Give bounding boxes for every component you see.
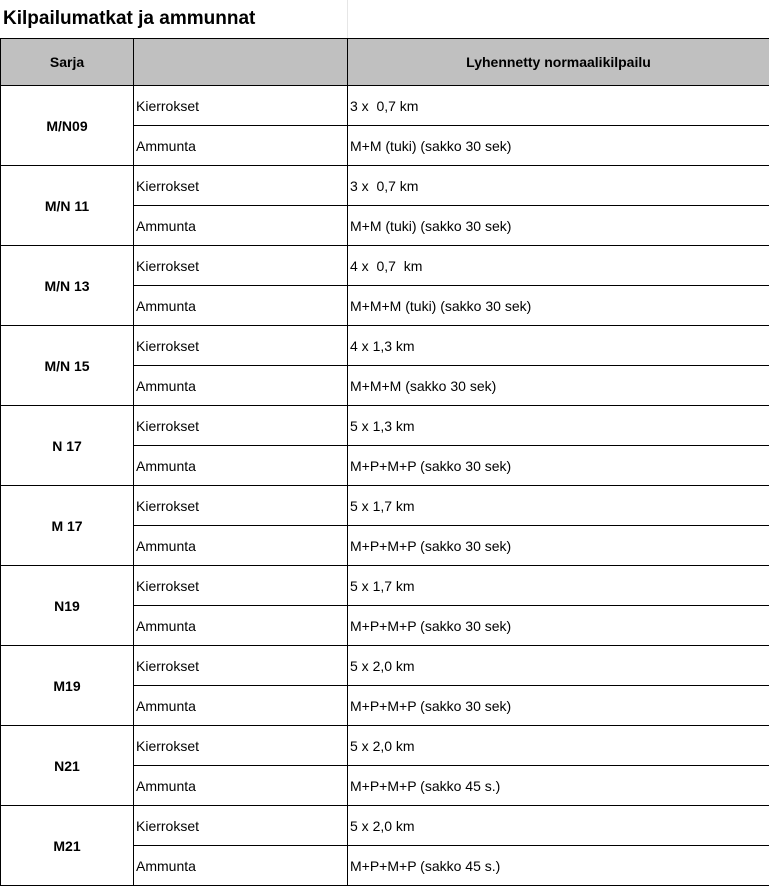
- row-value-cell: M+M+M (tuki) (sakko 30 sek): [348, 286, 769, 326]
- row-label-cell: Ammunta: [134, 846, 348, 886]
- row-value-cell: 4 x 0,7 km: [348, 246, 769, 286]
- row-value-cell: 5 x 2,0 km: [348, 646, 769, 686]
- row-label-cell: Kierrokset: [134, 806, 348, 846]
- row-value-cell: M+M (tuki) (sakko 30 sek): [348, 206, 769, 246]
- header-row: [1, 39, 769, 86]
- row-value-cell: 5 x 1,3 km: [348, 406, 769, 446]
- row-label-cell: Ammunta: [134, 766, 348, 806]
- table-row: [1, 326, 769, 366]
- row-value-cell: 5 x 1,7 km: [348, 566, 769, 606]
- row-value-cell: M+P+M+P (sakko 30 sek): [348, 526, 769, 566]
- header-series: Sarja: [1, 39, 134, 86]
- row-label-cell: Kierrokset: [134, 246, 348, 286]
- row-label-cell: Kierrokset: [134, 726, 348, 766]
- series-cell: M/N09: [1, 86, 134, 166]
- series-cell: N19: [1, 566, 134, 646]
- series-cell: M19: [1, 646, 134, 726]
- row-value-cell: 5 x 1,7 km: [348, 486, 769, 526]
- series-cell: N21: [1, 726, 134, 806]
- competition-table: [0, 38, 769, 886]
- row-label-cell: Ammunta: [134, 526, 348, 566]
- table-body: [1, 86, 769, 886]
- table-row: [1, 726, 769, 766]
- row-value-cell: M+P+M+P (sakko 45 s.): [348, 766, 769, 806]
- row-value-cell: M+P+M+P (sakko 45 s.): [348, 846, 769, 886]
- table-row: [1, 406, 769, 446]
- title-row: [0, 0, 769, 38]
- row-value-cell: 5 x 2,0 km: [348, 726, 769, 766]
- series-cell: M21: [1, 806, 134, 886]
- series-cell: M/N 11: [1, 166, 134, 246]
- row-value-cell: 3 x 0,7 km: [348, 166, 769, 206]
- series-cell: M/N 13: [1, 246, 134, 326]
- table-row: [1, 566, 769, 606]
- row-value-cell: M+M+M (sakko 30 sek): [348, 366, 769, 406]
- row-label-cell: Ammunta: [134, 686, 348, 726]
- row-value-cell: M+P+M+P (sakko 30 sek): [348, 686, 769, 726]
- row-value-cell: M+P+M+P (sakko 30 sek): [348, 446, 769, 486]
- row-label-cell: Kierrokset: [134, 406, 348, 446]
- row-value-cell: 5 x 2,0 km: [348, 806, 769, 846]
- series-cell: M/N 15: [1, 326, 134, 406]
- row-label-cell: Kierrokset: [134, 86, 348, 126]
- table-row: [1, 806, 769, 846]
- gridline: [347, 0, 348, 38]
- header-format: Lyhennetty normaalikilpailu: [348, 39, 769, 86]
- row-label-cell: Ammunta: [134, 126, 348, 166]
- row-value-cell: M+P+M+P (sakko 30 sek): [348, 606, 769, 646]
- row-label-cell: Ammunta: [134, 446, 348, 486]
- table-row: [1, 486, 769, 526]
- page-title: Kilpailumatkat ja ammunnat: [3, 8, 255, 30]
- series-cell: M 17: [1, 486, 134, 566]
- row-label-cell: Kierrokset: [134, 566, 348, 606]
- table-row: [1, 246, 769, 286]
- table-row: [1, 646, 769, 686]
- table-row: [1, 86, 769, 126]
- row-label-cell: Kierrokset: [134, 326, 348, 366]
- row-label-cell: Ammunta: [134, 286, 348, 326]
- row-label-cell: Ammunta: [134, 606, 348, 646]
- header-type: [134, 39, 348, 86]
- row-label-cell: Ammunta: [134, 366, 348, 406]
- series-cell: N 17: [1, 406, 134, 486]
- row-value-cell: 4 x 1,3 km: [348, 326, 769, 366]
- row-label-cell: Kierrokset: [134, 166, 348, 206]
- row-label-cell: Ammunta: [134, 206, 348, 246]
- row-label-cell: Kierrokset: [134, 486, 348, 526]
- table-row: [1, 166, 769, 206]
- row-value-cell: 3 x 0,7 km: [348, 86, 769, 126]
- row-value-cell: M+M (tuki) (sakko 30 sek): [348, 126, 769, 166]
- row-label-cell: Kierrokset: [134, 646, 348, 686]
